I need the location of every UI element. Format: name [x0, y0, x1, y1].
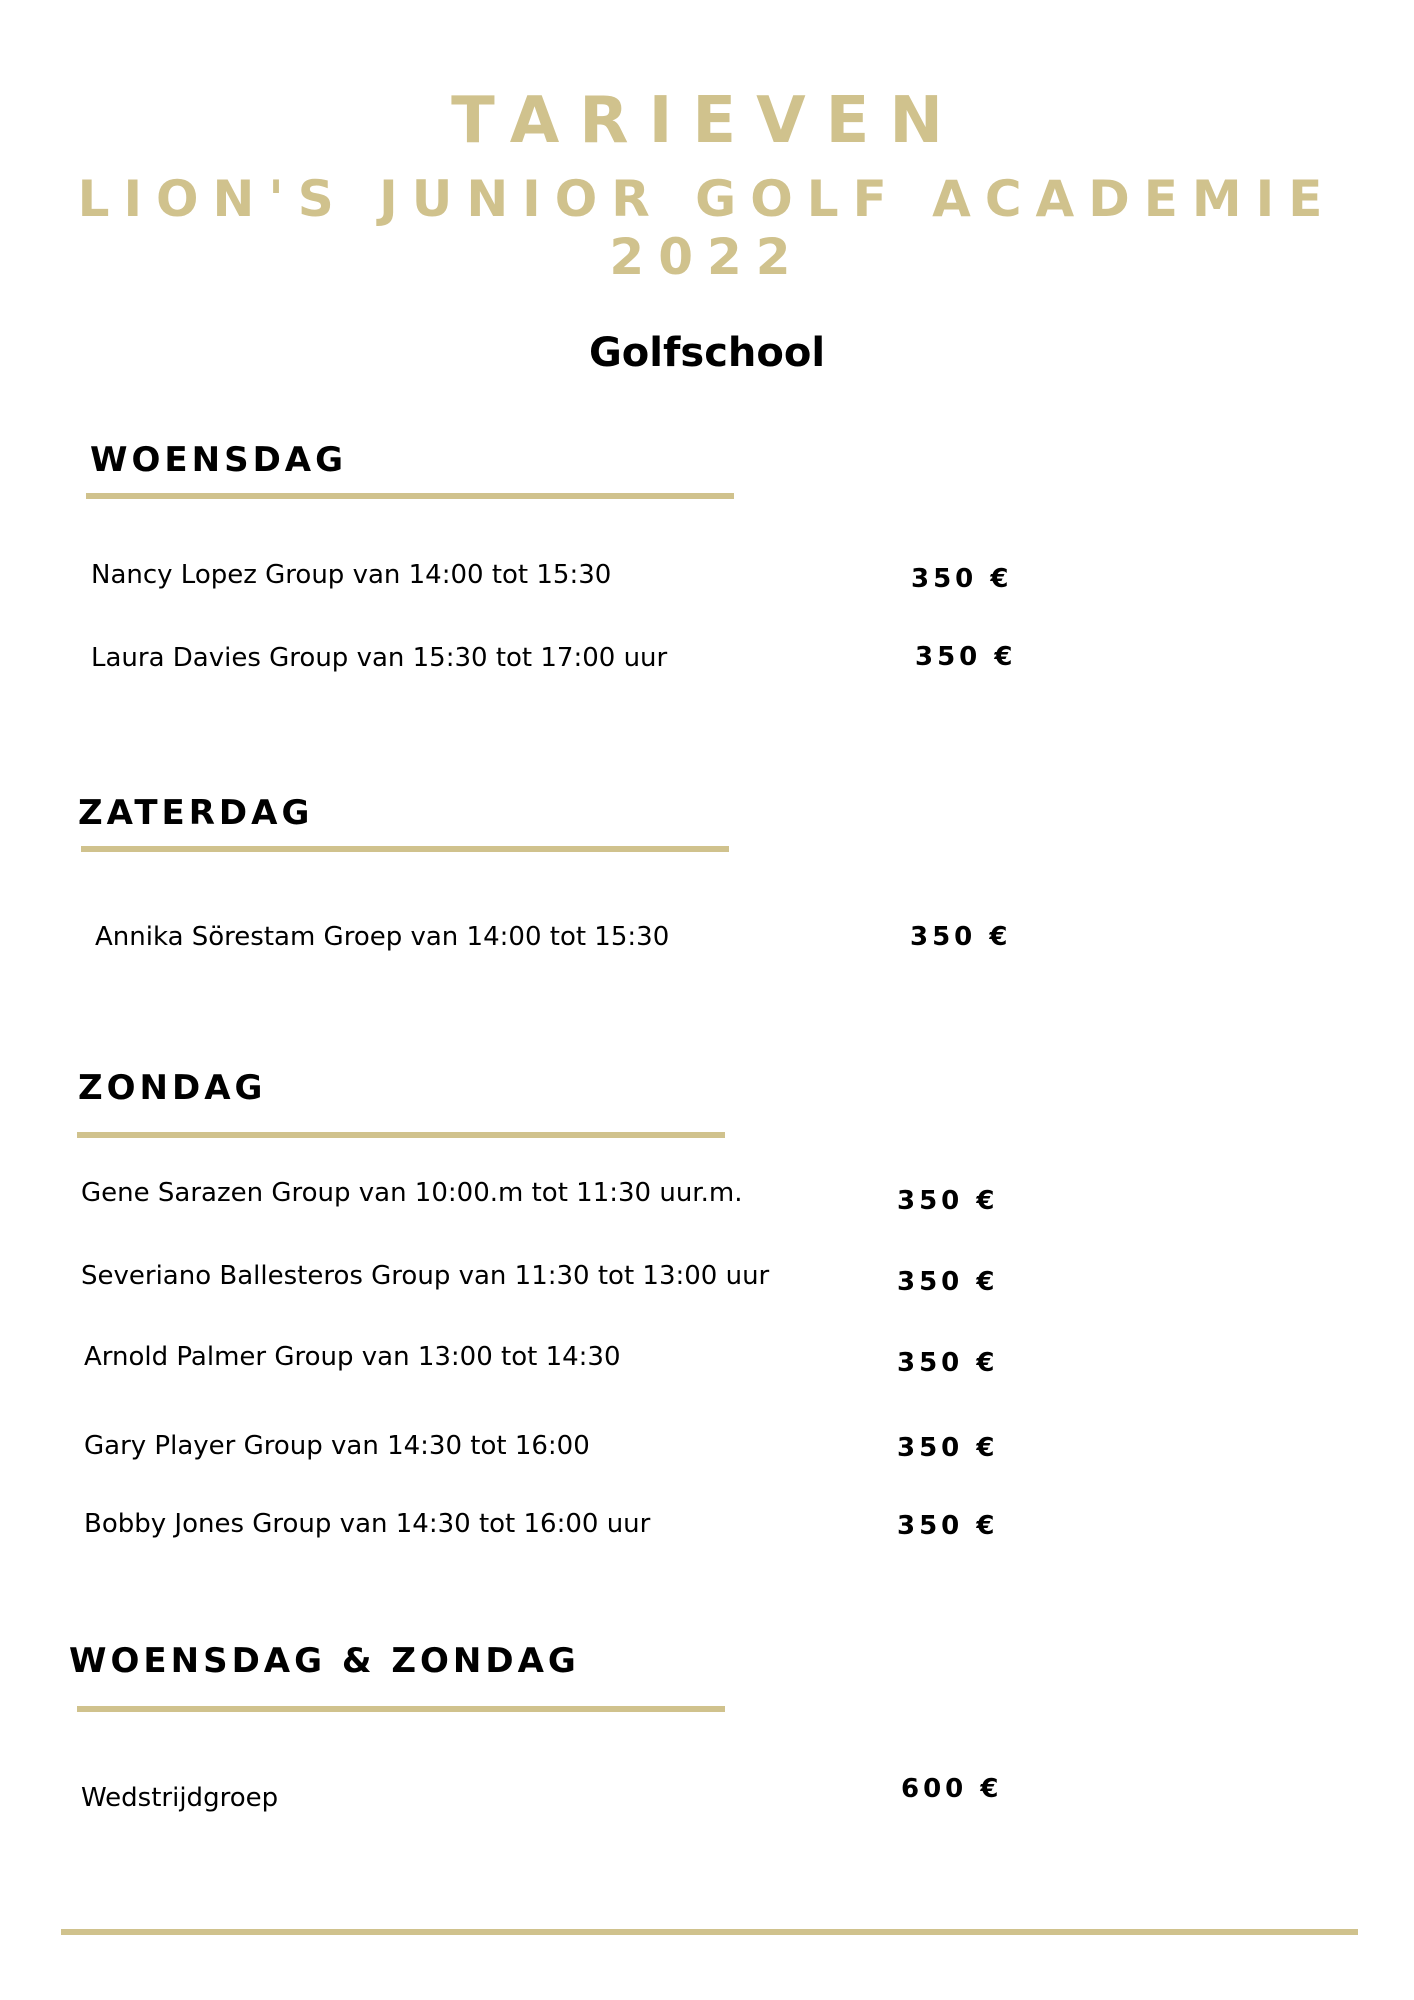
- section-heading-zondag: ZONDAG: [78, 1068, 267, 1108]
- section-divider: [81, 846, 729, 852]
- year-label: 2022: [609, 228, 805, 286]
- list-item-price: 350 €: [897, 1186, 999, 1216]
- list-item-label: Gene Sarazen Group van 10:00.m tot 11:30 uur.m.: [81, 1178, 743, 1208]
- section-heading-zaterdag: ZATERDAG: [78, 793, 314, 833]
- list-item-label: Severiano Ballesteros Group van 11:30 tot 13:00 uur: [81, 1261, 770, 1291]
- list-item-label: Nancy Lopez Group van 14:00 tot 15:30: [91, 560, 612, 590]
- section-divider: [77, 1706, 725, 1712]
- list-item-label: Gary Player Group van 14:30 tot 16:00: [84, 1431, 590, 1461]
- page-subtitle: Golfschool: [588, 330, 826, 376]
- list-item-price: 350 €: [897, 1511, 999, 1541]
- list-item-price: 350 €: [897, 1267, 999, 1297]
- list-item-label: Wedstrijdgroep: [81, 1783, 279, 1813]
- list-item-label: Laura Davies Group van 15:30 tot 17:00 uur: [91, 643, 668, 673]
- list-item-price: 350 €: [897, 1348, 999, 1378]
- section-heading-woensdag-zondag: WOENSDAG & ZONDAG: [69, 1641, 580, 1681]
- list-item-price: 350 €: [897, 1433, 999, 1463]
- academy-name: LION'S JUNIOR GOLF ACADEMIE: [77, 170, 1337, 228]
- list-item-price: 350 €: [915, 642, 1017, 672]
- list-item-label: Arnold Palmer Group van 13:00 tot 14:30: [84, 1342, 621, 1372]
- section-divider: [77, 1132, 725, 1138]
- page-title: TARIEVEN: [451, 84, 963, 158]
- section-heading-woensdag: WOENSDAG: [90, 440, 348, 480]
- section-divider: [86, 493, 734, 499]
- list-item-label: Annika Sörestam Groep van 14:00 tot 15:30: [95, 922, 670, 952]
- list-item-price: 600 €: [901, 1774, 1003, 1804]
- list-item-label: Bobby Jones Group van 14:30 tot 16:00 uur: [84, 1509, 651, 1539]
- list-item-price: 350 €: [911, 564, 1013, 594]
- list-item-price: 350 €: [910, 922, 1012, 952]
- footer-divider: [61, 1929, 1358, 1935]
